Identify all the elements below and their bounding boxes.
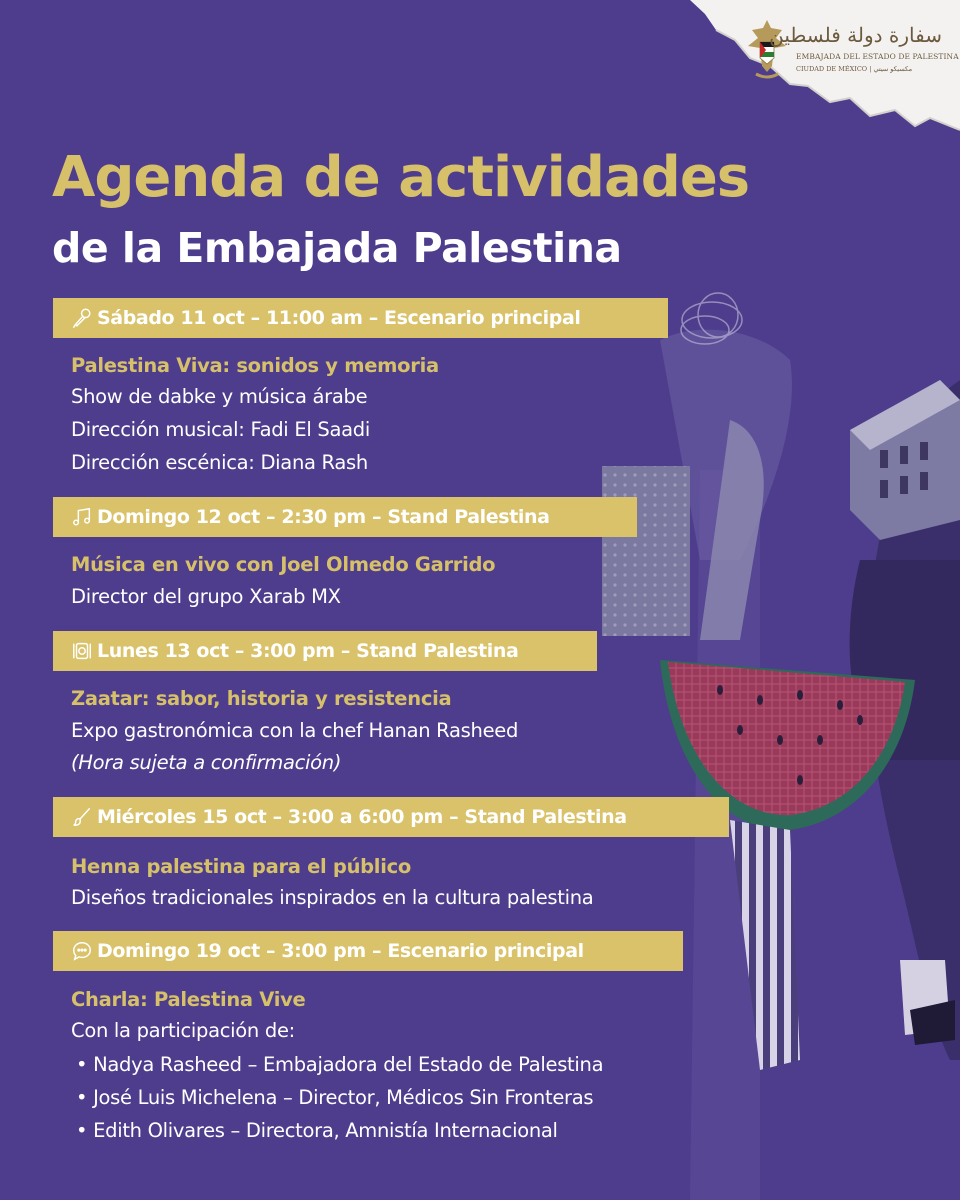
event-date-bar [53,631,597,671]
event-date-text: Sábado 11 oct – 11:00 am – Escenario principal [97,307,581,329]
microphone-icon [71,305,95,331]
page-title: Agenda de actividades [52,145,750,210]
event-date-text: Lunes 13 oct – 3:00 pm – Stand Palestina [97,640,519,662]
embassy-logo [742,14,959,94]
event-line: Expo gastronómica con la chef Hanan Rasheed [71,719,519,742]
event-headline: Henna palestina para el público [71,855,411,878]
event-headline: Zaatar: sabor, historia y resistencia [71,687,452,710]
event-line: Director del grupo Xarab MX [71,585,341,608]
event-line: Show de dabke y música árabe [71,385,368,408]
logo-arabic-text: سفارة دولة فلسطين [769,23,942,47]
page-subtitle: de la Embajada Palestina [52,224,622,272]
event-line: Dirección musical: Fadi El Saadi [71,418,370,441]
event-date-bar [53,931,683,971]
logo-city-text: CIUDAD DE MÉXICO | مكسيكو سيتي [796,65,913,73]
event-date-text: Domingo 19 oct – 3:00 pm – Escenario principal [97,940,584,962]
participant-list-item: • Edith Olivares – Directora, Amnistía Internacional [76,1119,558,1142]
music-note-icon [71,504,95,530]
brush-icon [71,804,95,830]
participant-list-item: • José Luis Michelena – Director, Médicos Sin Fronteras [76,1086,594,1109]
logo-embassy-text: EMBAJADA DEL ESTADO DE PALESTINA [796,52,959,61]
chat-bubble-icon [71,938,95,964]
event-line: Dirección escénica: Diana Rash [71,451,368,474]
event-line: Con la participación de: [71,1019,295,1042]
plate-utensils-icon [71,638,95,664]
event-headline: Palestina Viva: sonidos y memoria [71,354,439,377]
event-line: Diseños tradicionales inspirados en la cultura palestina [71,886,594,909]
event-date-bar [53,497,637,537]
event-date-text: Miércoles 15 oct – 3:00 a 6:00 pm – Stand Palestina [97,806,627,828]
event-headline: Charla: Palestina Vive [71,988,306,1011]
event-headline: Música en vivo con Joel Olmedo Garrido [71,553,496,576]
event-line-italic: (Hora sujeta a confirmación) [71,751,342,774]
participant-list-item: • Nadya Rasheed – Embajadora del Estado de Palestina [76,1053,604,1076]
event-date-bar [53,298,668,338]
event-date-text: Domingo 12 oct – 2:30 pm – Stand Palestina [97,506,550,528]
event-date-bar [53,797,729,837]
